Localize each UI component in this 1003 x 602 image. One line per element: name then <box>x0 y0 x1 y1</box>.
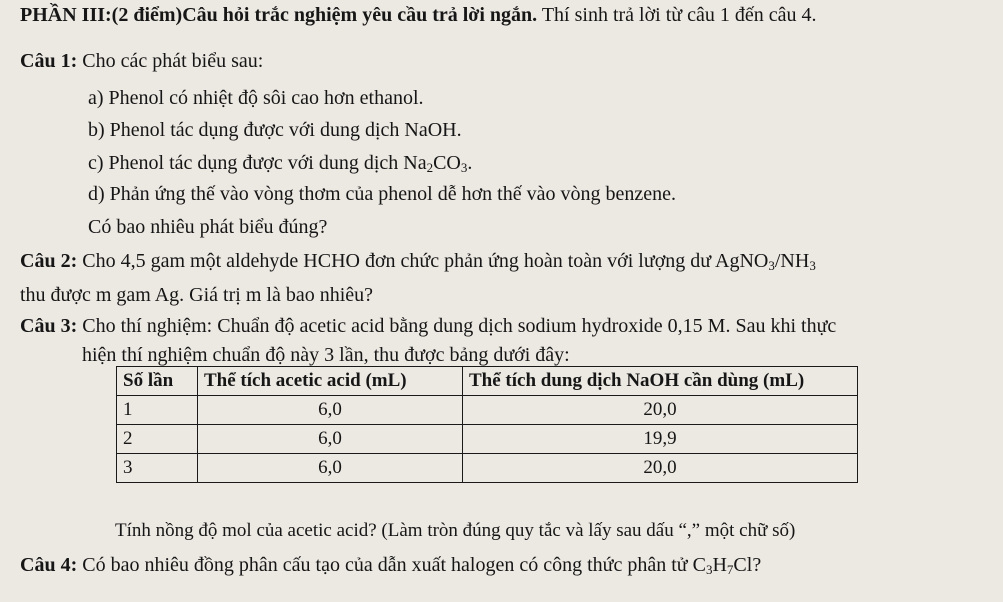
question-2-text2: /NH <box>774 250 810 272</box>
table-cell: 20,0 <box>463 396 858 425</box>
section-header-bold: PHẦN III:(2 điểm)Câu hỏi trắc nghiệm yêu cầu trả lời ngắn. <box>20 4 538 26</box>
titration-table <box>116 366 858 483</box>
statement-c-post: . <box>467 152 473 174</box>
table-cell: 20,0 <box>463 454 858 483</box>
question-2-text: Cho 4,5 gam một aldehyde HCHO đơn chức phản ứng hoàn toàn với lượng dư AgNO <box>77 250 769 272</box>
table-row <box>117 396 858 425</box>
question-4-label: Câu 4: <box>20 554 78 576</box>
question-2-line-1 <box>20 248 816 274</box>
section-header-rest: Thí sinh trả lời từ câu 1 đến câu 4. <box>537 4 817 26</box>
statement-c <box>88 150 472 176</box>
question-2-line-2: thu được m gam Ag. Giá trị m là bao nhiêu? <box>20 284 374 306</box>
question-1-prompt <box>20 48 263 74</box>
question-4-sub2: 7 <box>726 562 734 577</box>
question-1-text: Cho các phát biểu sau: <box>77 50 264 72</box>
question-3-line-2: hiện thí nghiệm chuẩn độ này 3 lần, thu được bảng dưới đây: <box>82 344 570 366</box>
question-3-line-1 <box>20 313 836 339</box>
table-cell: 6,0 <box>198 396 463 425</box>
question-4-sub1: 3 <box>705 562 713 577</box>
statement-c-sub2: 3 <box>460 160 468 175</box>
statement-a: a) Phenol có nhiệt độ sôi cao hơn ethanol. <box>88 87 424 109</box>
table-header-cell: Thể tích acetic acid (mL) <box>198 367 463 396</box>
question-3-ask: Tính nồng độ mol của acetic acid? (Làm tròn đúng quy tắc và lấy sau dấu “,” một chữ số) <box>115 520 796 541</box>
table-cell: 19,9 <box>463 425 858 454</box>
table-cell: 1 <box>117 396 198 425</box>
table-header-row <box>117 367 858 396</box>
question-3-text: Cho thí nghiệm: Chuẩn độ acetic acid bằng dung dịch sodium hydroxide 0,15 M. Sau khi thực <box>77 315 837 337</box>
table-cell: 6,0 <box>198 425 463 454</box>
table-cell: 3 <box>117 454 198 483</box>
question-4-prompt <box>20 552 761 578</box>
table-cell: 6,0 <box>198 454 463 483</box>
statement-c-mid: CO <box>433 152 461 174</box>
table-header-cell: Thể tích dung dịch NaOH cần dùng (mL) <box>463 367 858 396</box>
statement-b: b) Phenol tác dụng được với dung dịch NaOH. <box>88 119 462 141</box>
question-2-sub2: 3 <box>809 258 816 273</box>
question-4-text: Có bao nhiêu đồng phân cấu tạo của dẫn xuất halogen có công thức phân tử C <box>77 554 706 576</box>
table-row <box>117 425 858 454</box>
question-1-ask: Có bao nhiêu phát biểu đúng? <box>88 216 328 238</box>
section-header <box>20 2 817 28</box>
statement-c-text: c) Phenol tác dụng được với dung dịch Na <box>88 152 427 174</box>
question-2-sub1: 3 <box>768 258 775 273</box>
table-header-cell: Số lần <box>117 367 198 396</box>
question-4-mid: H <box>712 554 727 576</box>
question-2-label: Câu 2: <box>20 250 78 272</box>
question-1-label: Câu 1: <box>20 50 78 72</box>
question-4-post: Cl? <box>733 554 762 576</box>
question-3-label: Câu 3: <box>20 315 78 337</box>
table-row <box>117 454 858 483</box>
statement-d: d) Phản ứng thế vào vòng thơm của phenol dễ hơn thế vào vòng benzene. <box>88 183 676 205</box>
table-cell: 2 <box>117 425 198 454</box>
statement-c-sub1: 2 <box>426 160 434 175</box>
